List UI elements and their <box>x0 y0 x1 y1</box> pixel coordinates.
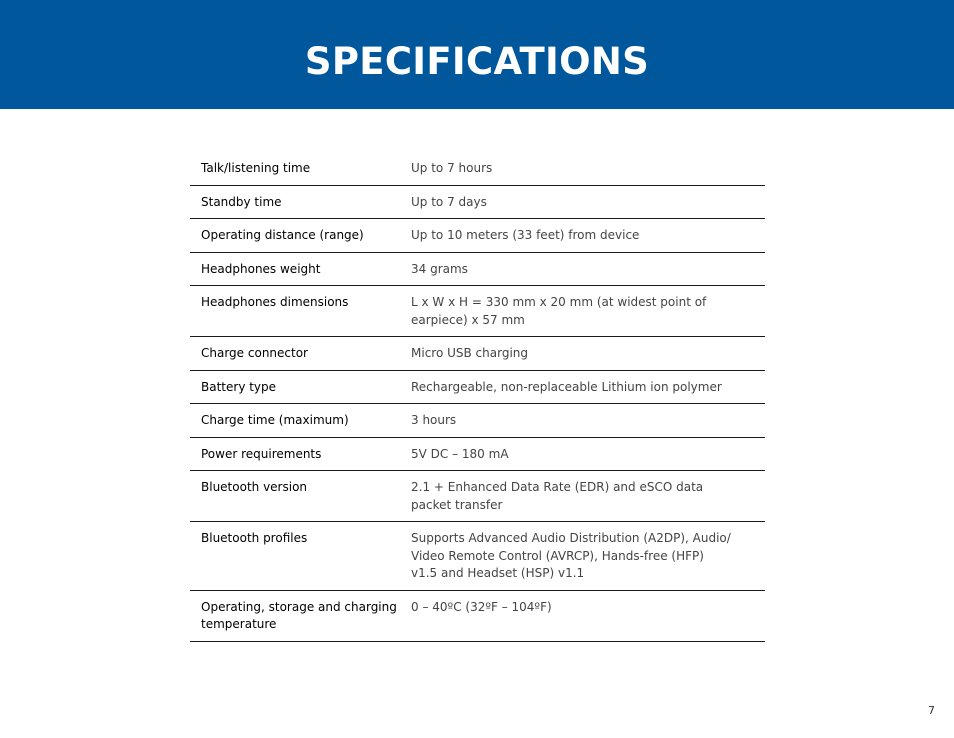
spec-row-dimensions <box>190 286 765 337</box>
spec-value: 34 grams <box>411 261 468 276</box>
spec-value: 2.1 + Enhanced Data Rate (EDR) and eSCO data packet transfer <box>411 480 704 512</box>
page-number: 7 <box>928 704 935 717</box>
spec-label: Bluetooth version <box>201 480 308 494</box>
spec-label: Power requirements <box>201 446 322 461</box>
spec-row-charge-time <box>190 404 765 438</box>
spec-table <box>190 152 765 642</box>
spec-label: Charge connector <box>201 346 308 360</box>
spec-value: 3 hours <box>411 413 457 427</box>
spec-row-charge-connector <box>190 337 765 371</box>
header-banner <box>0 0 954 109</box>
spec-value: Rechargeable, non-replaceable Lithium ion polymer <box>411 379 722 394</box>
spec-row-standby-time <box>190 186 765 220</box>
spec-row-weight <box>190 253 765 287</box>
spec-value: Micro USB charging <box>411 346 529 360</box>
spec-value: 0 – 40ºC (32ºF – 104ºF) <box>411 599 552 614</box>
spec-row-battery-type <box>190 371 765 405</box>
spec-value: Supports Advanced Audio Distribution (A2DP), Audio/ Video Remote Control (AVRCP), Hands-free (HFP) v1.5 and Headset (HSP) v1.1 <box>411 531 731 580</box>
page-title: SPECIFICATIONS <box>304 40 650 83</box>
spec-value: Up to 7 days <box>411 194 487 209</box>
spec-value: L x W x H = 330 mm x 20 mm (at widest point of earpiece) x 57 mm <box>411 295 707 327</box>
spec-row-operating-distance <box>190 219 765 253</box>
spec-row-temperature <box>190 591 765 642</box>
spec-label: Headphones dimensions <box>201 295 349 309</box>
spec-label: Battery type <box>201 379 277 394</box>
spec-label: Bluetooth profiles <box>201 531 308 545</box>
spec-row-power <box>190 438 765 472</box>
spec-label: Headphones weight <box>201 261 321 276</box>
spec-row-bluetooth-profiles <box>190 522 765 591</box>
spec-label: Operating distance (range) <box>201 228 364 242</box>
spec-value: Up to 7 hours <box>411 161 493 175</box>
spec-value: 5V DC – 180 mA <box>411 446 509 461</box>
spec-row-bluetooth-version <box>190 471 765 522</box>
spec-label: Talk/listening time <box>201 161 311 175</box>
spec-value: Up to 10 meters (33 feet) from device <box>411 228 640 242</box>
spec-label: Standby time <box>201 194 282 209</box>
spec-label: Charge time (maximum) <box>201 413 349 427</box>
spec-row-talk-time <box>190 152 765 186</box>
spec-label: Operating, storage and charging temperature <box>201 599 397 631</box>
